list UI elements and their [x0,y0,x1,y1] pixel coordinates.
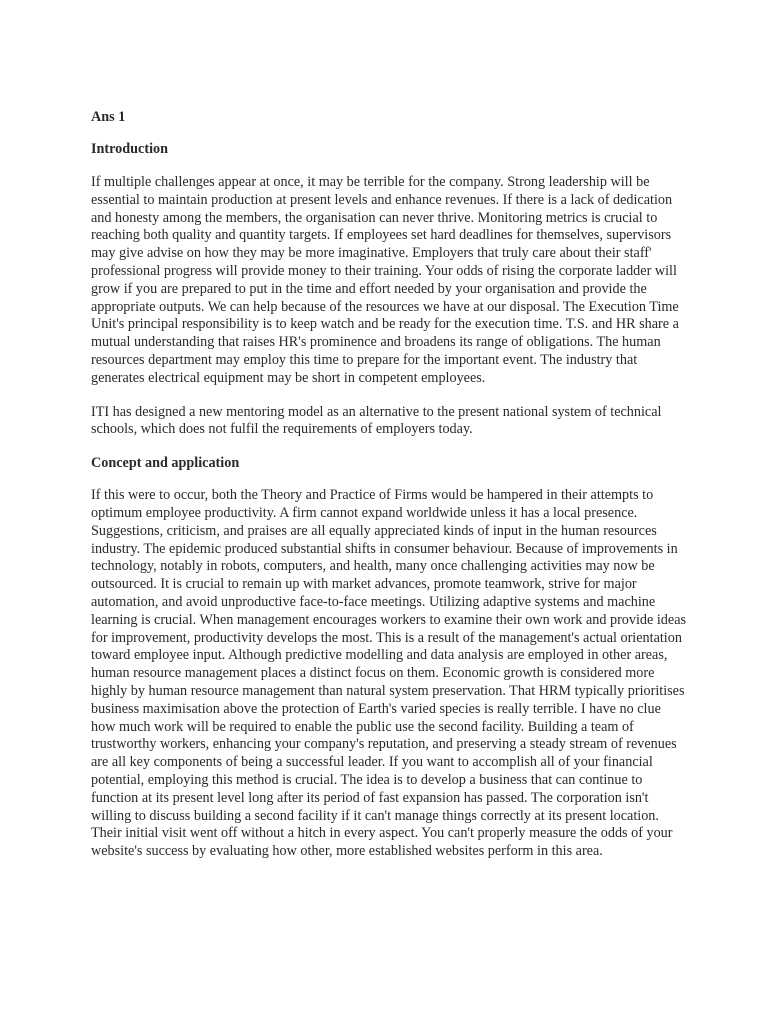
concept-paragraph-1: If this were to occur, both the Theory and Practice of Firms would be hampered in their attempts to optimum employee productivity. A firm cannot expand worldwide unless it has a local presence. Suggestions, criticism, and praises are all equally appreciated kinds of input in the human resources industry. The epidemic produced substantial shifts in consumer behaviour. Because of improvements in technology, notably in robots, computers, and health, many once challenging activities may now be outsourced. It is crucial to remain up with market advances, promote teamwork, strive for major automation, and avoid unproductive face-to-face meetings. Utilizing adaptive systems and machine learning is crucial. When management encourages workers to examine their own work and provide ideas for improvement, productivity develops the most. This is a result of the management's actual orientation toward employee input. Although predictive modelling and data analysis are employed in other areas, human resource management places a distinct focus on them. Economic growth is considered more highly by human resource management than natural system preservation. That HRM typically prioritises business maximisation above the protection of Earth's varied species is really terrible. I have no clue how much work will be required to enable the public use the second facility. Building a team of trustworthy workers, enhancing your company's reputation, and preserving a steady stream of revenues are all key components of being a successful leader. If you want to accomplish all of your financial potential, employing this method is crucial. The idea is to develop a business that can continue to function at its present level long after its period of fast expansion has passed. The corporation isn't willing to discuss building a second facility if it can't manage things correctly at its present location. Their initial visit went off without a hitch in every aspect. You can't properly measure the odds of your website's success by evaluating how other, more established websites perform in this area. [91,487,687,860]
section-heading-introduction: Introduction [91,141,168,157]
section-heading-concept-and-application: Concept and application [91,455,240,472]
intro-paragraph-1: If multiple challenges appear at once, it may be terrible for the company. Strong leadership will be essential to maintain production at present levels and enhance revenues. If there is a lack of dedication and honesty among the members, the organisation can never thrive. Monitoring metrics is crucial to reaching both quality and quantity targets. If employees set hard deadlines for themselves, supervisors may give advise on how they may be more imaginative. Employers that truly care about their staff' professional progress will provide money to their training. Your odds of rising the corporate ladder will grow if you are prepared to put in the time and effort needed by your organisation and provide the appropriate outputs. We can help because of the resources we have at our disposal. The Execution Time Unit's principal responsibility is to keep watch and be ready for the execution time. T.S. and HR share a mutual understanding that raises HR's prominence and broadens its range of obligations. The human resources department may employ this time to prepare for the important event. The industry that generates electrical equipment may be short in competent employees. [91,174,679,386]
intro-paragraph-2: ITI has designed a new mentoring model as an alternative to the present national system of technical schools, which does not fulfil the requirements of employers today. [91,403,662,438]
answer-heading: Ans 1 [91,109,126,125]
